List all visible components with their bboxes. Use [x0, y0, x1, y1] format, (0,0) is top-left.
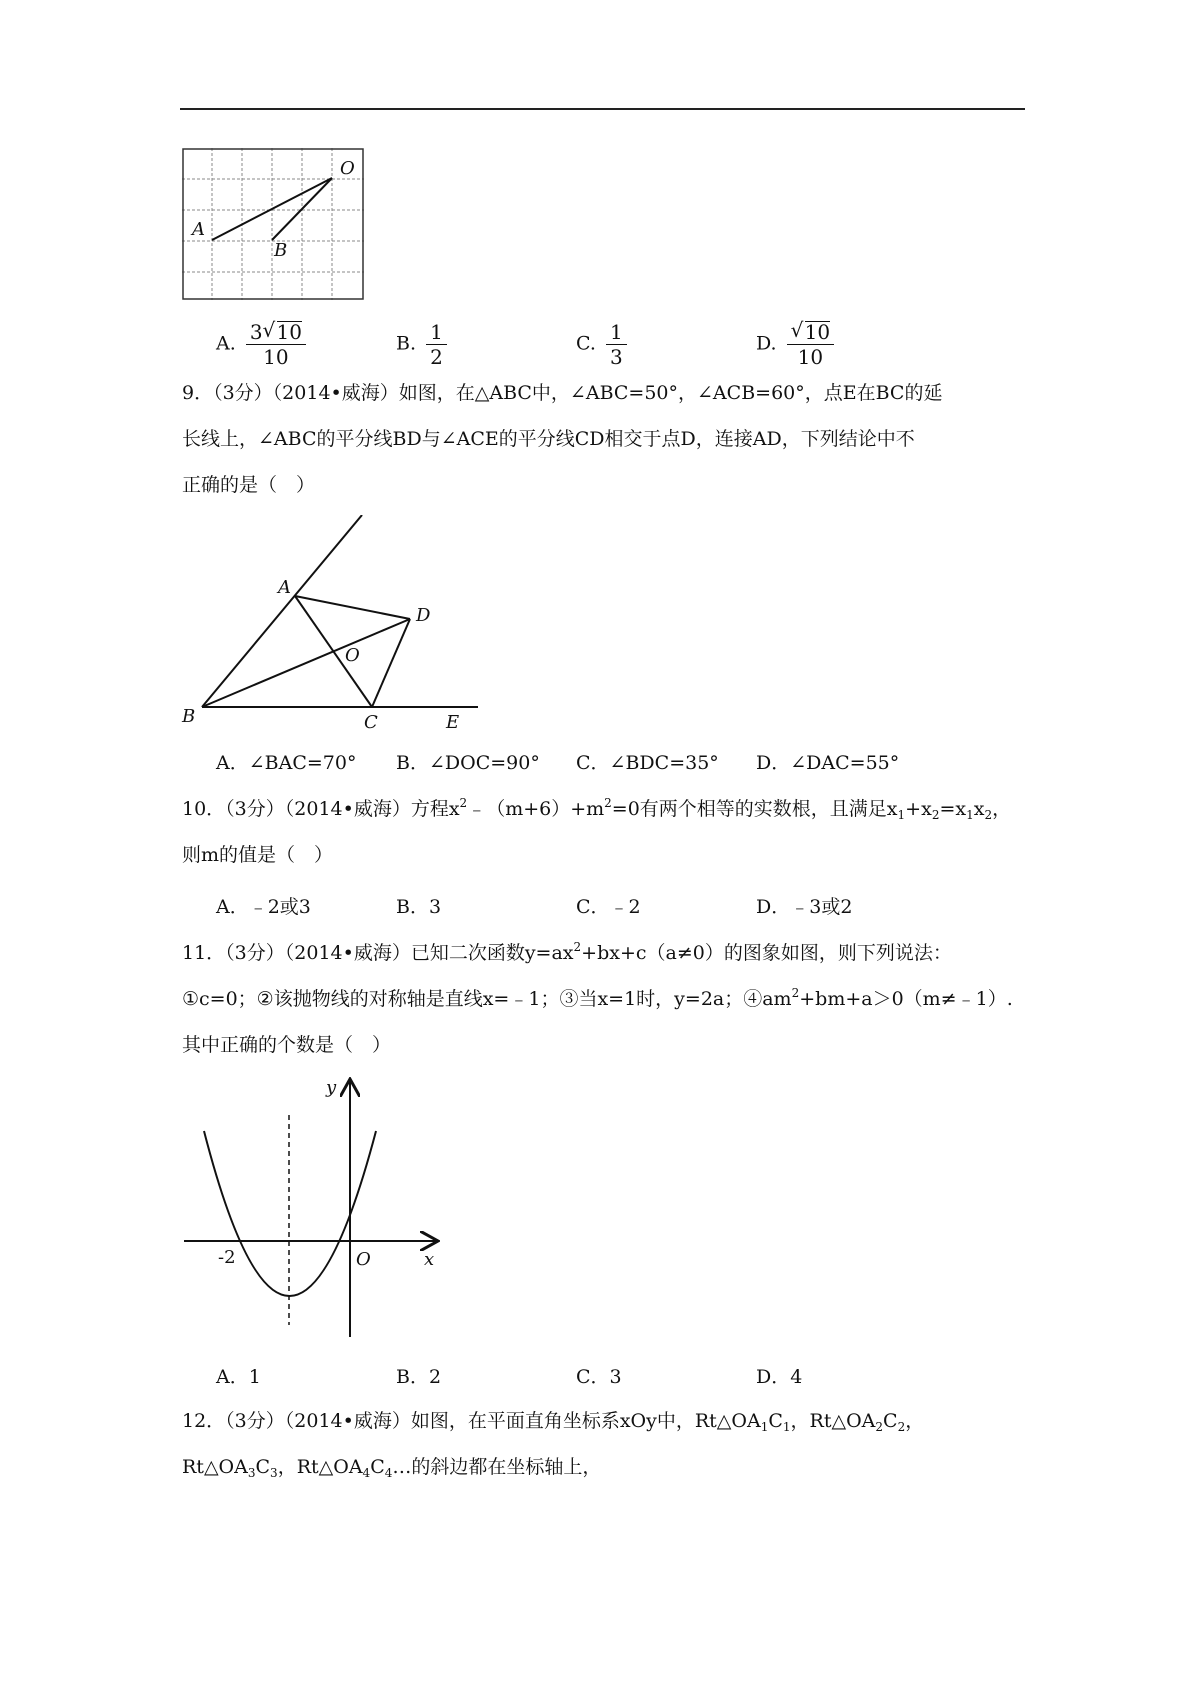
q9-option-a[interactable]: A．∠BAC=70°: [216, 752, 357, 774]
q11-option-b[interactable]: B．2: [396, 1366, 442, 1388]
label-O: O: [345, 645, 360, 666]
header-rule: [180, 108, 1025, 110]
q8-options: [216, 308, 976, 368]
q9-triangle-figure: [180, 515, 480, 730]
label-O: O: [356, 1249, 371, 1270]
label-minus-2: -2: [218, 1247, 236, 1268]
grid-lines: [182, 148, 364, 300]
q11-parabola-figure: [180, 1075, 450, 1345]
label-A: A: [192, 219, 205, 240]
q9-option-b[interactable]: B．∠DOC=90°: [396, 752, 540, 774]
q11-option-c[interactable]: C．3: [576, 1366, 622, 1388]
label-O: O: [340, 158, 355, 179]
label-C: C: [364, 712, 378, 730]
label-x: x: [424, 1249, 435, 1270]
q8-option-c[interactable]: C. $\frac{1}{3}$: [576, 320, 627, 369]
label-E: E: [446, 712, 460, 730]
label-A: A: [278, 577, 291, 598]
label-D: D: [416, 605, 431, 626]
q10-options: [216, 892, 976, 932]
q11-option-d[interactable]: D．4: [756, 1366, 803, 1388]
fraction: √ $\frac{10}{10}$: [787, 320, 834, 369]
q9-options: [216, 748, 976, 788]
q8-option-a[interactable]: A. $\frac{3√ 10}{10}$: [216, 320, 306, 369]
fraction: $\frac{3√ 10}{10}$: [246, 320, 306, 369]
grid-border: [183, 149, 363, 299]
q8-option-d[interactable]: D. √ $\frac{10}{10}$: [756, 320, 834, 369]
segment-BD: [202, 619, 410, 707]
q11-text: 11．（3分）（2014•威海）已知二次函数$y=ax^2+bx+c(a\ne 0)$的图象如图，则下列说法： ①c=0；②该抛物线的对称轴是直线x=﹣1；③当x=1时，y=2a；$④am^2+bm+a>0(m\ne﹣1)$. 其中正确的个数是（ ）: [182, 940, 1013, 1056]
q9-text: 9．（3分）（2014•威海）如图，在△ABC中，∠ABC=50°，∠ACB=60°，点E在BC的延 长线上，∠ABC的平分线BD与∠ACE的平分线CD相交于点D，连接AD，下列结论中不 正确的是（ ）: [182, 382, 943, 496]
ray-BA: [202, 515, 362, 707]
segment-AD: [295, 596, 410, 619]
q8-grid-figure: [182, 148, 367, 303]
q9-option-d[interactable]: D．∠DAC=55°: [756, 752, 900, 774]
q8-option-b[interactable]: B. $\frac{1}{2}$: [396, 320, 447, 369]
fraction: $\frac{1}{2}$: [426, 320, 447, 369]
q10-text: 10．（3分）（2014•威海）方程$x^2﹣(m+6)+m^2=0$有两个相等的实数根，且满足$x_1+x_2=x_1x_2$， 则m的值是（ ）: [182, 796, 1012, 866]
q11-option-a[interactable]: A．1: [216, 1366, 261, 1388]
q10-option-b[interactable]: B．3: [396, 896, 442, 918]
q10-option-c[interactable]: C．﹣2: [576, 896, 641, 918]
q10-option-a[interactable]: A．﹣2或3: [216, 896, 311, 918]
q10-option-d[interactable]: D．﹣3或2: [756, 896, 853, 918]
fraction: $\frac{1}{3}$: [606, 320, 627, 369]
label-y: y: [326, 1077, 337, 1098]
q9-option-c[interactable]: C．∠BDC=35°: [576, 752, 719, 774]
label-B: B: [274, 240, 288, 261]
q11-options: [216, 1362, 976, 1402]
q12-text: 12．（3分）（2014•威海）如图，在平面直角坐标系xOy中，$Rt\triangle OA_1C_1$，$Rt\triangle OA_2C_2$， $Rt\triangle OA_3C_3$，$Rt\triangle OA_4C_4\dots$的斜边都在坐标轴上，: [182, 1410, 925, 1480]
label-B: B: [182, 706, 196, 727]
